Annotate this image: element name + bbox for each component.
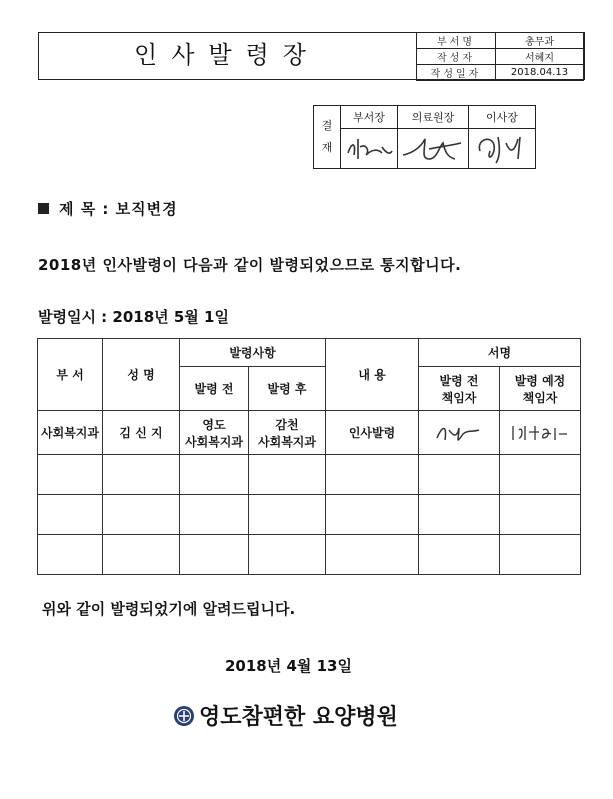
signature-mark xyxy=(470,129,534,165)
cell-after: 감천 사회복지과 xyxy=(249,411,326,455)
header-signature: 서명 xyxy=(419,339,581,367)
table-row xyxy=(38,411,581,455)
header-after: 발령 후 xyxy=(249,367,326,411)
subject-text: 제 목 : 보직변경 xyxy=(59,200,178,218)
approval-role: 부서장 xyxy=(341,106,398,129)
meta-value: 총무과 xyxy=(496,33,584,49)
meta-value: 서혜지 xyxy=(496,49,584,65)
header-after-officer: 발령 예정 책임자 xyxy=(500,367,581,411)
signature-mark xyxy=(505,416,575,446)
hospital-name-text: 영도참편한 요양병원 xyxy=(199,705,398,730)
meta-row xyxy=(417,49,584,65)
effective-date: 발령일시 : 2018년 5월 1일 xyxy=(38,308,229,326)
cell-before: 영도 사회복지과 xyxy=(180,411,249,455)
signature-mark xyxy=(342,129,396,165)
cell-dept: 사회복지과 xyxy=(38,411,103,455)
cell-content: 인사발령 xyxy=(326,411,419,455)
table-header-row xyxy=(38,339,581,367)
approval-role: 의료원장 xyxy=(398,106,469,129)
table-row-empty xyxy=(38,495,581,535)
table-row-empty xyxy=(38,535,581,575)
approval-box xyxy=(313,105,536,169)
signature-mark xyxy=(429,416,489,446)
meta-value: 2018.04.13 xyxy=(496,65,584,81)
table-row-empty xyxy=(38,455,581,495)
square-bullet-icon xyxy=(38,203,49,214)
meta-label: 부서명 xyxy=(417,33,496,49)
document-title: 인사발령장 xyxy=(134,41,320,69)
cell-name: 김 신 지 xyxy=(103,411,180,455)
hospital-name xyxy=(173,700,398,731)
signature-director xyxy=(398,129,469,169)
subject-line xyxy=(38,198,178,219)
header-content: 내 용 xyxy=(326,339,419,411)
meta-label: 작성일자 xyxy=(417,65,496,81)
personnel-table xyxy=(37,338,581,575)
meta-row xyxy=(417,65,584,81)
hospital-emblem-icon xyxy=(173,705,195,727)
notice-text: 2018년 인사발령이 다음과 같이 발령되었으므로 통지합니다. xyxy=(38,256,462,274)
approval-role: 이사장 xyxy=(469,106,536,129)
header-before-officer: 발령 전 책임자 xyxy=(419,367,500,411)
cell-before-officer-signature xyxy=(419,411,500,455)
issue-date: 2018년 4월 13일 xyxy=(225,657,352,675)
header-action: 발령사항 xyxy=(180,339,326,367)
header-before: 발령 전 xyxy=(180,367,249,411)
meta-label: 작성자 xyxy=(417,49,496,65)
header-dept: 부 서 xyxy=(38,339,103,411)
signature-chairman xyxy=(469,129,536,169)
meta-row xyxy=(417,33,584,49)
signature-department-head xyxy=(341,129,398,169)
signature-mark xyxy=(399,129,467,165)
cell-after-officer-signature xyxy=(500,411,581,455)
header-name: 성 명 xyxy=(103,339,180,411)
closing-text: 위와 같이 발령되었기에 알려드립니다. xyxy=(42,600,296,618)
approval-label: 결재 xyxy=(314,106,341,169)
document-meta-table xyxy=(416,32,584,81)
